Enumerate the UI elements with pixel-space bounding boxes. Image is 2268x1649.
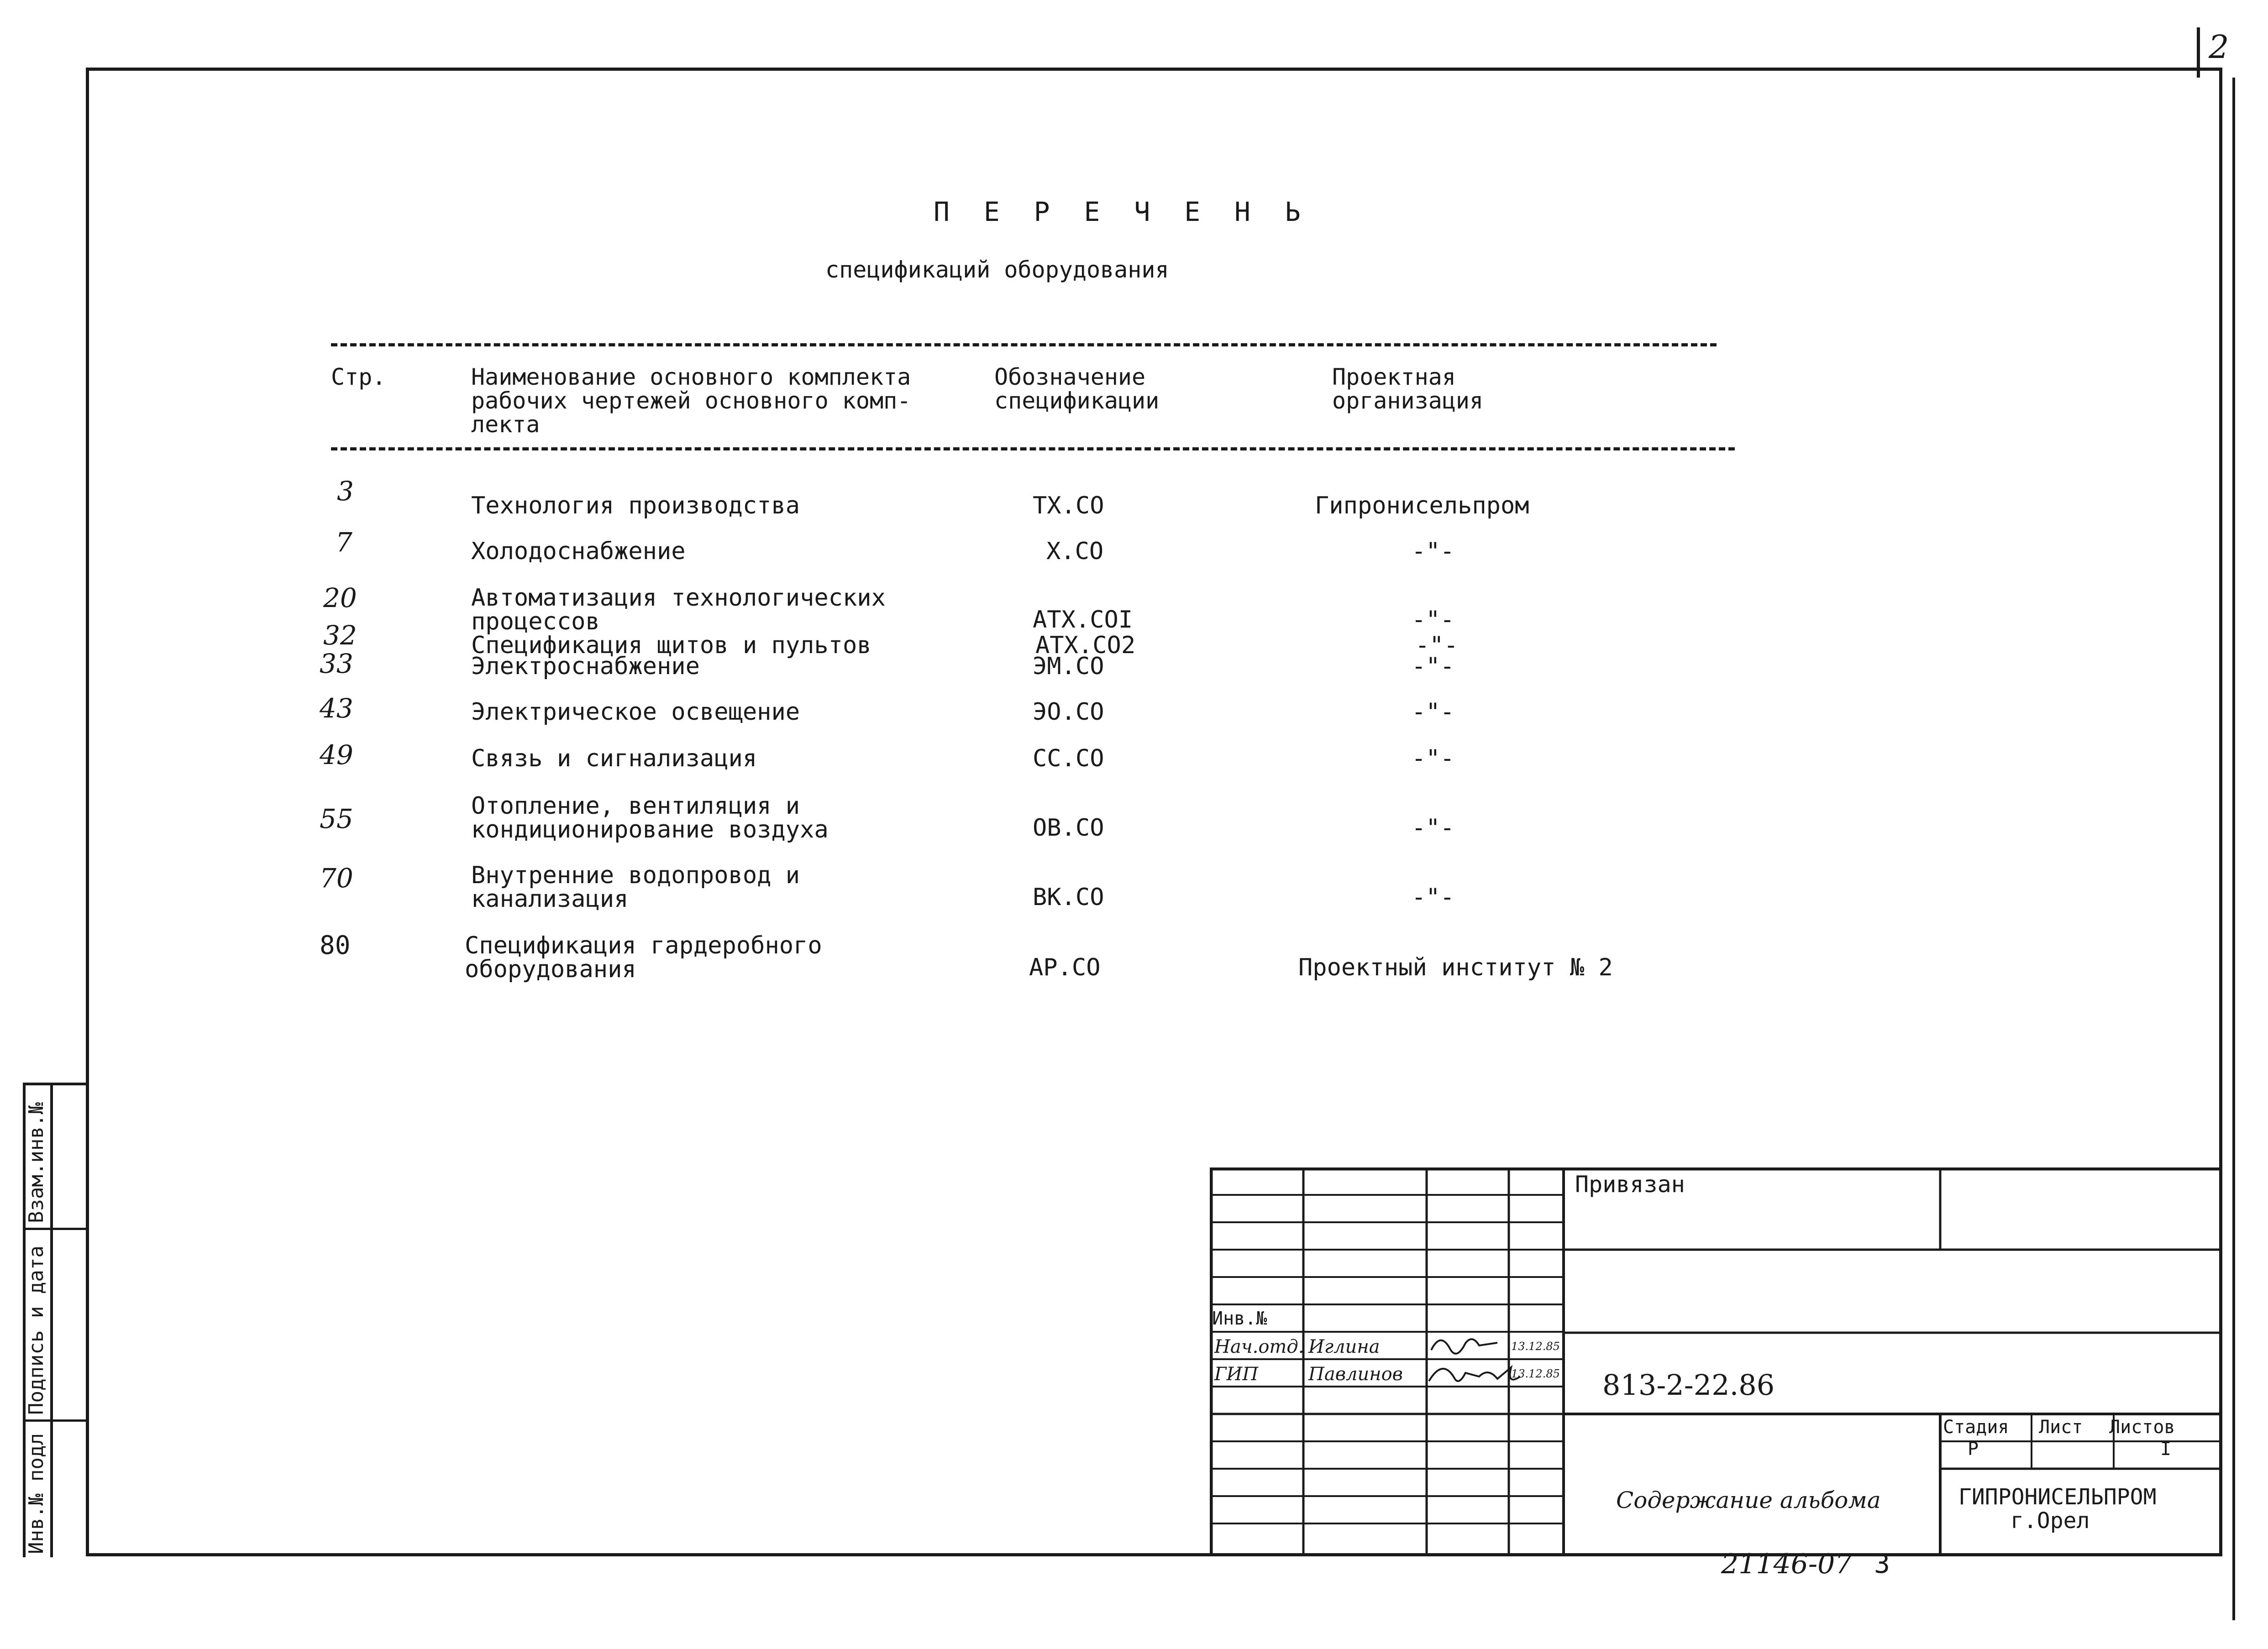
- name-chief-engineer: Павлинов: [1308, 1364, 1403, 1385]
- right-edge-line: [2232, 78, 2235, 1620]
- side-strip-divider-2: [23, 1419, 86, 1422]
- side-strip-top: [23, 1083, 86, 1085]
- page-number: 3: [1874, 1548, 1890, 1579]
- row-name: Электрическое освещение: [471, 698, 800, 726]
- name-head-dept: Иглина: [1308, 1336, 1380, 1357]
- sheets-label: Листов: [2109, 1417, 2175, 1438]
- header-code-line1: Обозначение: [994, 364, 1146, 390]
- row-org: -"-: [1412, 606, 1454, 633]
- row-code: ВК.СО: [1033, 884, 1104, 911]
- row-org: -"-: [1412, 814, 1454, 842]
- date-head-dept: 13.12.85: [1511, 1340, 1560, 1353]
- stage-value: Р: [1968, 1439, 1979, 1460]
- row-code: АТХ.СО2: [1035, 632, 1136, 659]
- side-strip-divider-1: [23, 1228, 86, 1230]
- row-page: 55: [320, 803, 353, 834]
- row-org: -"-: [1412, 884, 1454, 911]
- header-name-line1: Наименование основного комплекта: [471, 364, 911, 390]
- row-name: Автоматизация технологических: [471, 584, 886, 612]
- row-org: -"-: [1412, 745, 1454, 772]
- row-page: 80: [320, 931, 351, 960]
- row-code: ЭМ.СО: [1033, 653, 1104, 680]
- row-page: 3: [337, 476, 354, 507]
- inv-number-label: Инв.№: [1212, 1308, 1267, 1329]
- row-name: Отопление, вентиляция и: [471, 792, 800, 820]
- row-name: Внутренние водопровод и: [471, 862, 800, 889]
- archive-number: 21146-07: [1721, 1548, 1853, 1580]
- table-header-rule: [331, 447, 1735, 450]
- row-name: канализация: [471, 885, 629, 913]
- side-label-inv-podl: Инв.№ подл: [25, 1433, 48, 1554]
- row-name: Связь и сигнализация: [471, 745, 757, 772]
- row-org: -"-: [1415, 632, 1458, 659]
- row-name: Электроснабжение: [471, 653, 700, 680]
- row-page: 70: [320, 863, 353, 894]
- sheets-value: I: [2160, 1439, 2172, 1460]
- side-strip-line-right: [50, 1083, 53, 1557]
- corner-sheet-number: 2: [2209, 28, 2229, 66]
- row-org: Гипронисельпром: [1315, 492, 1529, 519]
- row-page: 32: [323, 620, 357, 651]
- header-code-line2: спецификации: [994, 387, 1160, 414]
- signature-marks: [1429, 1339, 1520, 1381]
- page-title: П Е Р Е Ч Е Н Ь: [934, 196, 1310, 227]
- row-code: Х.СО: [1046, 538, 1104, 565]
- row-page: 7: [336, 527, 352, 558]
- sheet-label: Лист: [2039, 1417, 2083, 1438]
- header-name-line2: рабочих чертежей основного комп-: [471, 387, 911, 414]
- header-page: Стр.: [331, 364, 386, 390]
- page-subtitle: спецификаций оборудования: [825, 257, 1169, 283]
- row-name: кондиционирование воздуха: [471, 816, 829, 843]
- row-org: -"-: [1412, 538, 1454, 565]
- row-code: СС.СО: [1033, 745, 1104, 772]
- row-page: 33: [320, 648, 353, 679]
- row-code: ЭО.СО: [1033, 698, 1104, 726]
- date-chief-engineer: 13.12.85: [1511, 1367, 1560, 1380]
- row-org: Проектный институт № 2: [1298, 954, 1613, 981]
- header-name-line3: лекта: [471, 411, 540, 438]
- row-name: Спецификация щитов и пультов: [471, 632, 872, 659]
- row-name: Холодоснабжение: [471, 538, 686, 565]
- row-code: АР.СО: [1029, 954, 1101, 981]
- row-name: оборудования: [465, 956, 636, 983]
- privyazan-label: Привязан: [1575, 1171, 1685, 1198]
- side-label-signature-date: Подпись и дата: [25, 1246, 48, 1415]
- stage-label: Стадия: [1943, 1417, 2009, 1438]
- table-top-rule: [331, 343, 1717, 346]
- row-page: 20: [323, 582, 357, 613]
- organization-city: г.Орел: [2011, 1508, 2090, 1534]
- header-org-line2: организация: [1332, 387, 1484, 414]
- row-org: -"-: [1412, 698, 1454, 726]
- row-name: Технология производства: [471, 492, 800, 519]
- row-code: ТХ.СО: [1033, 492, 1104, 519]
- row-code: АТХ.СОI: [1033, 606, 1133, 633]
- row-name: Спецификация гардеробного: [465, 932, 822, 959]
- document-title: Содержание альбома: [1616, 1487, 1881, 1513]
- row-org: -"-: [1412, 653, 1454, 680]
- role-chief-engineer: ГИП: [1214, 1364, 1259, 1385]
- side-label-vzam-inv: Взам.инв.№: [25, 1102, 48, 1223]
- document-code: 813-2-22.86: [1602, 1368, 1775, 1402]
- role-head-dept: Нач.отд.: [1214, 1336, 1304, 1357]
- row-name: процессов: [471, 608, 600, 635]
- row-code: ОВ.СО: [1033, 814, 1104, 842]
- row-page: 43: [320, 693, 353, 724]
- header-org-line1: Проектная: [1332, 364, 1456, 390]
- organization-name: ГИПРОНИСЕЛЬПРОМ: [1958, 1484, 2157, 1510]
- row-page: 49: [320, 739, 353, 770]
